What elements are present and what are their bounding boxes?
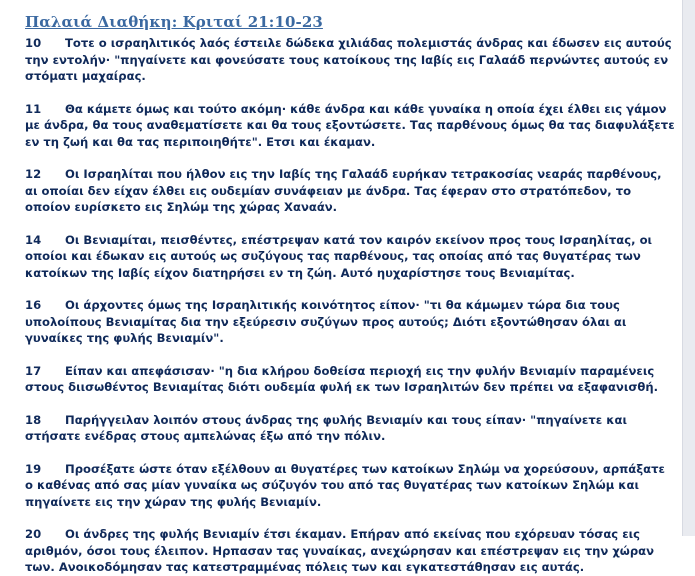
verse-11 [25, 101, 675, 151]
verse-18 [25, 412, 675, 445]
verse-text: Οι άρχοντες όμως της Ισραηλιτικής κοινότητος είπον· "τι θα κάμωμεν τώρα δια τους υπολοίπους Βενιαμίτας δια την εξεύρεσιν συζύγων προς αυτούς; Διότι εξοντώθησαν όλαι αι γυναίκες της φυλής Βενιαμίν". [25, 298, 627, 345]
verse-text: Τοτε ο ισραηλιτικός λαός έστειλε δώδεκα χιλιάδας πολεμιστάς άνδρας και έδωσεν εις αυτούς την εντολήν· "πηγαίνετε και φονεύσατε τους κατοίκους της Ιαβίς εις Γαλαάδ περνώντες αυτούς εν στόματι μαχαίρας. [25, 36, 672, 83]
verse-12 [25, 166, 675, 216]
verse-17 [25, 363, 675, 396]
verse-text: Οι άνδρες της φυλής Βενιαμίν έτσι έκαμαν. Επήραν από εκείνας που εχόρευαν τόσας εις αριθμόν, όσοι τους έλειπον. Ηρπασαν τας γυναίκας, ανεχώρησαν και επέστρεψαν εις την χώραν των. Ανοικοδόμησαν τας κατεστραμμένας πόλεις των και εγκατεστάθησαν εις αυτάς. [25, 527, 655, 574]
verse-number: 10 [25, 36, 42, 50]
verse-text: Θα κάμετε όμως και τούτο ακόμη· κάθε άνδρα και κάθε γυναίκα η οποία έχει έλθει εις γάμον με άνδρα, θα τους αναθεματίσετε και θα τους εξοντώσετε. Τας παρθένους όμως θα τας διαφυλάξετε εν τη ζωή και θα τας περιποιηθήτε". Ετσι και έκαμαν. [25, 101, 675, 149]
verse-20 [25, 526, 675, 576]
window-edge [682, 0, 695, 536]
verse-text: Παρήγγειλαν λοιπόν στους άνδρας της φυλής Βενιαμίν και τους είπαν· "πηγαίνετε και στήσατε ενέδρας στους αμπελώνας έξω από την πόλιν. [25, 412, 627, 443]
verse-text: Οι Ισραηλίται που ήλθον εις την Ιαβίς της Γαλαάδ ευρήκαν τετρακοσίας νεαράς παρθένους, αι οποίαι δεν είχαν έλθει εις ουδεμίαν συνάφειαν με άνδρα. Τας έφεραν στο στρατόπεδον, το οποίον ευρίσκετο εις Σηλώμ της χώρας Χαναάν. [25, 167, 662, 214]
verse-number: 17 [25, 363, 42, 378]
verse-number: 18 [25, 412, 42, 427]
verse-text: Προσέξατε ώστε όταν εξέλθουν αι θυγατέρες των κατοίκων Σηλώμ να χορεύσουν, αρπάξατε ο καθένας από σας μίαν γυναίκα ως σύζυγόν του από τας θυγατέρας των κατοίκων Σηλώμ και πηγαίνετε εις την χώραν της φυλής Βενιαμίν. [25, 461, 665, 509]
verse-number: 11 [25, 101, 42, 116]
page-title: Παλαιά Διαθήκη: Κριταί 21:10-23 [25, 13, 323, 31]
verse-number: 20 [25, 527, 42, 541]
verse-19 [25, 461, 675, 511]
verse-number: 16 [25, 298, 42, 312]
verse-number: 14 [25, 232, 42, 247]
verse-14 [25, 232, 675, 282]
verse-text: Είπαν και απεφάσισαν· "η δια κλήρου δοθείσα περιοχή εις την φυλήν Βενιαμίν παραμένεις στους διισωθέντος Βενιαμίτας διότι ουδεμία φυλή εκ των Ισραηλιτών δεν πρέπει να εξαφανισθή. [25, 363, 658, 394]
verse-text: Οι Βενιαμίται, πεισθέντες, επέστρεψαν κατά τον καιρόν εκείνον προς τους Ισραηλίτας, οι οποίοι και έδωκαν εις αυτούς ως συζύγους τας παρθένους, τας οποίας από τας θυγατέρας των κατοίκων της Ιαβίς είχον διατηρήσει εν τη ζώη. Αυτό ηυχαρίστησε τους Βενιαμίτας. [25, 232, 653, 280]
verse-number: 12 [25, 167, 42, 181]
verse-10 [25, 35, 675, 85]
verse-number: 19 [25, 461, 42, 476]
verse-16 [25, 297, 675, 347]
